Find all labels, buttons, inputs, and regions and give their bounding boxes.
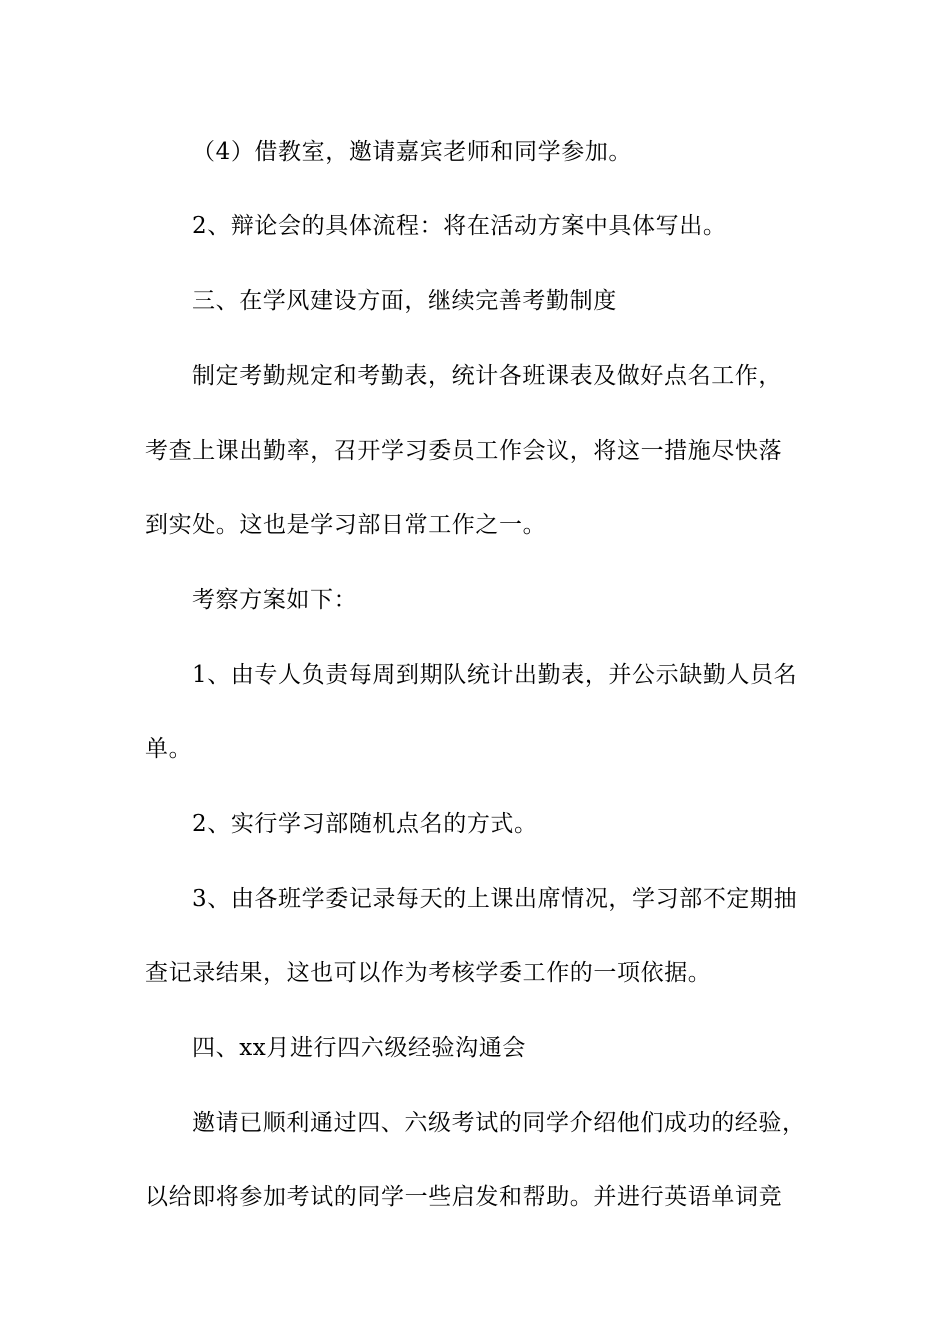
text-line-4: 制定考勤规定和考勤表，统计各班课表及做好点名工作，	[192, 363, 782, 389]
text-line-1: （4）借教室，邀请嘉宾老师和同学参加。	[192, 139, 633, 165]
text-line-15: 以给即将参加考试的同学一些启发和帮助。并进行英语单词竞	[145, 1184, 783, 1210]
list-item-2: 2、实行学习部随机点名的方式。	[192, 811, 538, 837]
list-item-3-continued: 查记录结果，这也可以作为考核学委工作的一项依据。	[145, 960, 712, 986]
text-line-5: 考查上课出勤率，召开学习委员工作会议，将这一措施尽快落	[145, 438, 783, 464]
text-line-2: 2、辩论会的具体流程：将在活动方案中具体写出。	[192, 213, 727, 239]
text-line-14: 邀请已顺利通过四、六级考试的同学介绍他们成功的经验，	[192, 1110, 806, 1136]
list-item-1-continued: 单。	[145, 736, 193, 762]
section-heading-3: 三、在学风建设方面，继续完善考勤制度	[192, 288, 617, 314]
section-heading-4: 四、xx月进行四六级经验沟通会	[192, 1035, 526, 1061]
text-line-7: 考察方案如下：	[192, 587, 358, 613]
list-item-3: 3、由各班学委记录每天的上课出席情况，学习部不定期抽	[192, 886, 798, 912]
list-item-1: 1、由专人负责每周到期队统计出勤表，并公示缺勤人员名	[192, 662, 798, 688]
text-line-6: 到实处。这也是学习部日常工作之一。	[145, 512, 547, 538]
